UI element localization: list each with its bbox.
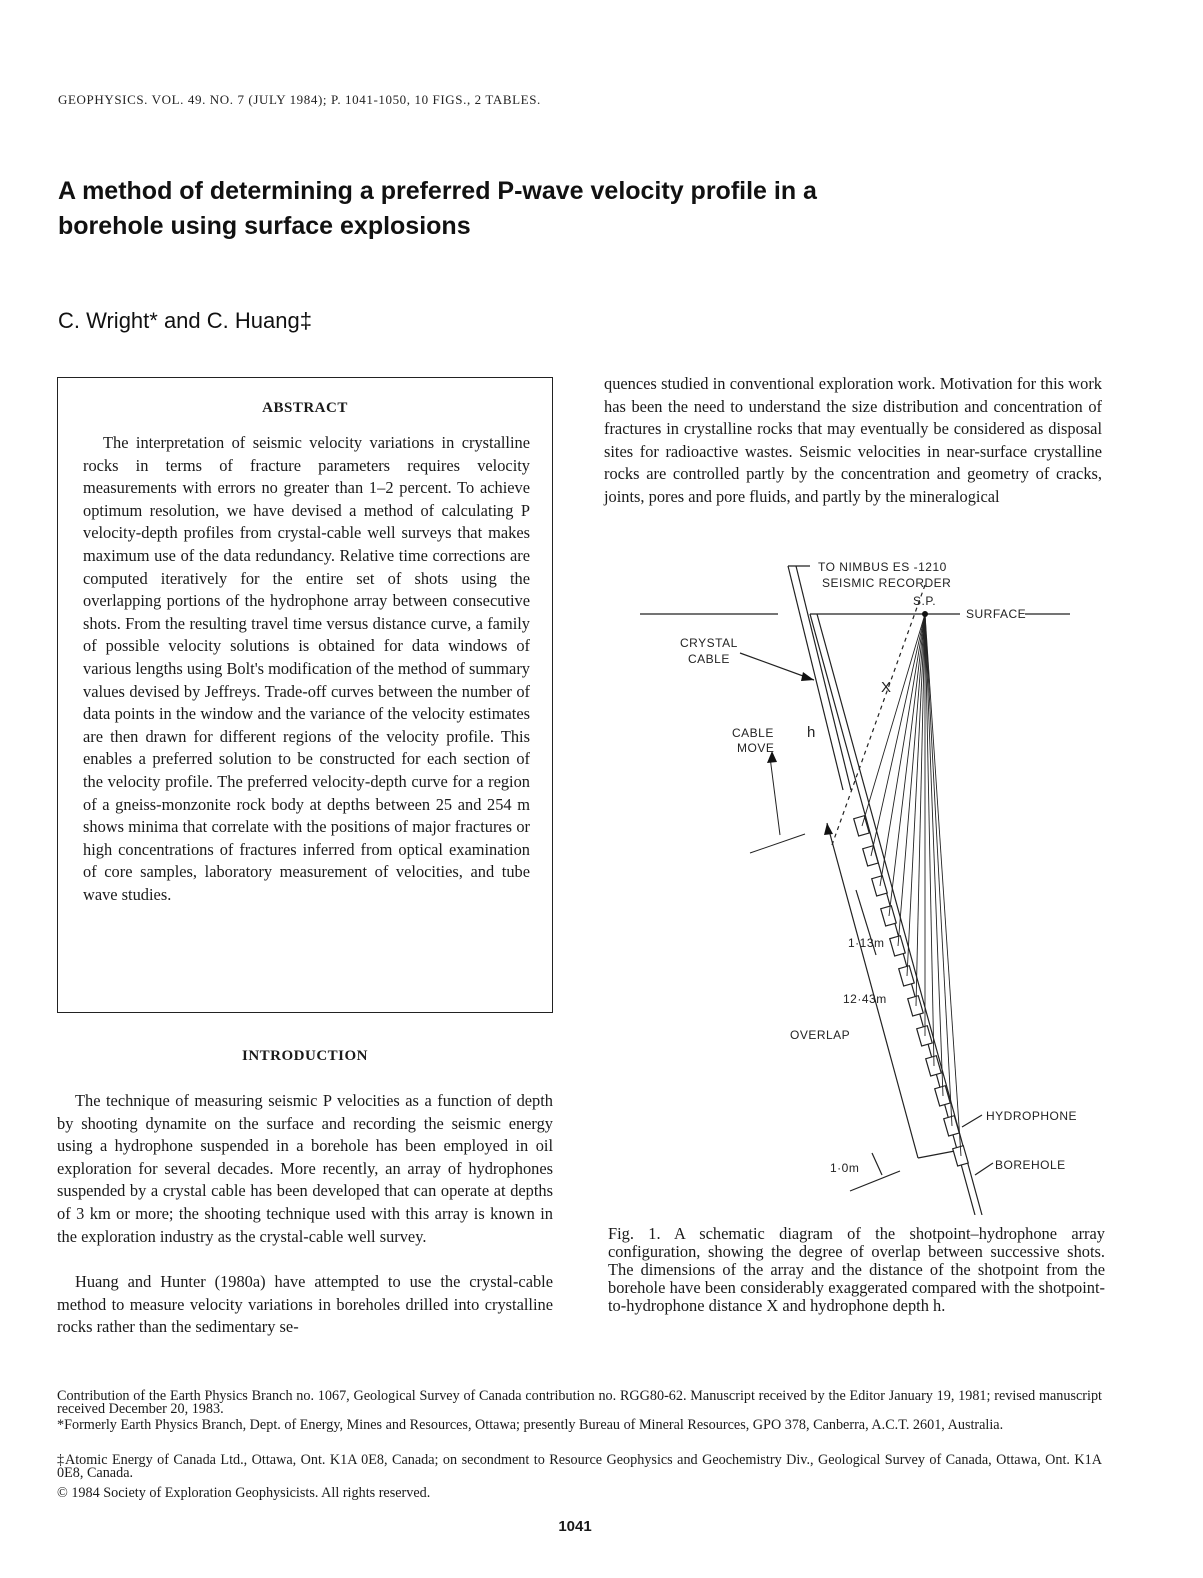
label-recorder-2: SEISMIC RECORDER	[822, 576, 952, 590]
abstract-heading: ABSTRACT	[262, 400, 348, 416]
label-1-0m: 1·0m	[830, 1161, 860, 1175]
introduction-heading: INTRODUCTION	[241, 1048, 368, 1064]
hydrophone-pointer	[962, 1115, 982, 1127]
caption-text: A schematic diagram of the shotpoint–hydrophone array configuration, showing the degree of overlap between successive shots. The dimensions of the array and the distance of the shotpoint from the borehole have been considerably exaggerated compared with the shotpoint-to-hydrophone distance X and hydrophone depth h.	[608, 1224, 1105, 1315]
label-depth-h: h	[807, 724, 816, 741]
shotpoint-marker	[922, 611, 928, 617]
label-surface: SURFACE	[966, 607, 1027, 621]
label-borehole: BOREHOLE	[995, 1158, 1066, 1172]
page-number: 1041	[558, 1518, 592, 1535]
label-crystal-2: CABLE	[688, 652, 730, 666]
label-cable-move-2: MOVE	[737, 741, 775, 755]
caption-label: Fig. 1.	[608, 1224, 661, 1243]
label-12-43m: 12·43m	[843, 992, 887, 1006]
introduction-paragraph-2: Huang and Hunter (1980a) have attempted to use the crystal-cable method to measure velocity variations in boreholes drilled into crystalline rocks rather than the sedimentary se-	[57, 1272, 553, 1337]
footnote-contribution: Contribution of the Earth Physics Branch no. 1067, Geological Survey of Canada contribution no. RGG80-62. Manuscript received by the Editor January 19, 1981; revised manuscript received December 20, 1983.	[57, 1388, 1102, 1417]
label-recorder-1: TO NIMBUS ES -1210	[818, 560, 947, 574]
label-distance-x: X	[881, 679, 892, 696]
figure-1-diagram	[600, 555, 1120, 1215]
dimension-1-0m	[872, 1153, 882, 1175]
footnote-copyright: © 1984 Society of Exploration Geophysicists. All rights reserved.	[57, 1485, 431, 1501]
footnote-wright: *Formerly Earth Physics Branch, Dept. of Energy, Mines and Resources, Ottawa; presently Bureau of Mineral Resources, GPO 378, Canberra, A.C.T. 2601, Australia.	[57, 1417, 1004, 1433]
label-1-13m: 1·13m	[848, 936, 885, 950]
label-overlap: OVERLAP	[790, 1028, 851, 1042]
introduction-paragraph-1: The technique of measuring seismic P velocities as a function of depth by shooting dynamite on the surface and recording the seismic energy using a hydrophone suspended in a borehole has been employed in oil exploration for several decades. More recently, an array of hydrophones suspended by a crystal cable has been developed that can operate at depths of 3 km or more; the shooting technique used with this array is known in the exploration industry as the crystal-cable well survey.	[57, 1091, 553, 1246]
author-line: C. Wright* and C. Huang‡	[58, 308, 312, 333]
figure-1-caption	[608, 1225, 1105, 1315]
footnote-huang: ‡Atomic Energy of Canada Ltd., Ottawa, Ont. K1A 0E8, Canada; on secondment to Resource Geophysics and Geochemistry Div., Geological Survey of Canada, Ottawa, Ont. K1A 0E8, Canada.	[57, 1452, 1102, 1481]
abstract-text: The interpretation of seismic velocity variations in crystalline rocks in terms of fracture parameters requires velocity measurements with errors no greater than 1–2 percent. To achieve optimum resolution, we have devised a method of calculating P velocity-depth profiles from crystal-cable well surveys that makes maximum use of the data redundancy. Relative time corrections are computed iteratively for the entire set of shots using the overlapping portions of the hydrophone array between consecutive shots. From the resulting travel time versus distance curve, a family of possible velocity solutions is obtained for data windows of various lengths using Bolt's modification of the method of summary values devised by Jeffreys. Trade-off curves between the number of data points in the window and the variance of the velocity estimates are then drawn for different regions of the velocity profile. This enables a preferred solution to be constructed for each section of the velocity profile. The preferred velocity-depth curve for a region of a gneiss-monzonite rock body at depths between 25 and 254 m shows minima that correlate with the positions of major fractures or high concentrations of fractures inferred from optical examination of core samples, laboratory measurement of velocities, and tube wave studies.	[83, 433, 530, 904]
label-hydrophone: HYDROPHONE	[986, 1109, 1078, 1123]
label-shotpoint: S.P.	[913, 594, 937, 608]
introduction-paragraph-continued: quences studied in conventional exploration work. Motivation for this work has been the need to understand the size distribution and concentration of fractures in crystalline rocks that may eventually be considered as disposal sites for radioactive wastes. Seismic velocities in near-surface crystalline rocks are controlled partly by the concentration and geometry of cracks, joints, pores and pore fluids, and partly by the mineralogical	[604, 374, 1102, 506]
paper-title: A method of determining a preferred P-wave velocity profile in a borehole using surface explosions	[58, 177, 817, 240]
label-cable-move-1: CABLE	[732, 726, 774, 740]
label-crystal-1: CRYSTAL	[680, 636, 738, 650]
abstract-box	[57, 377, 553, 1013]
journal-citation: GEOPHYSICS. VOL. 49. NO. 7 (JULY 1984); P. 1041-1050, 10 FIGS., 2 TABLES.	[58, 92, 541, 107]
borehole-pointer	[975, 1163, 993, 1175]
